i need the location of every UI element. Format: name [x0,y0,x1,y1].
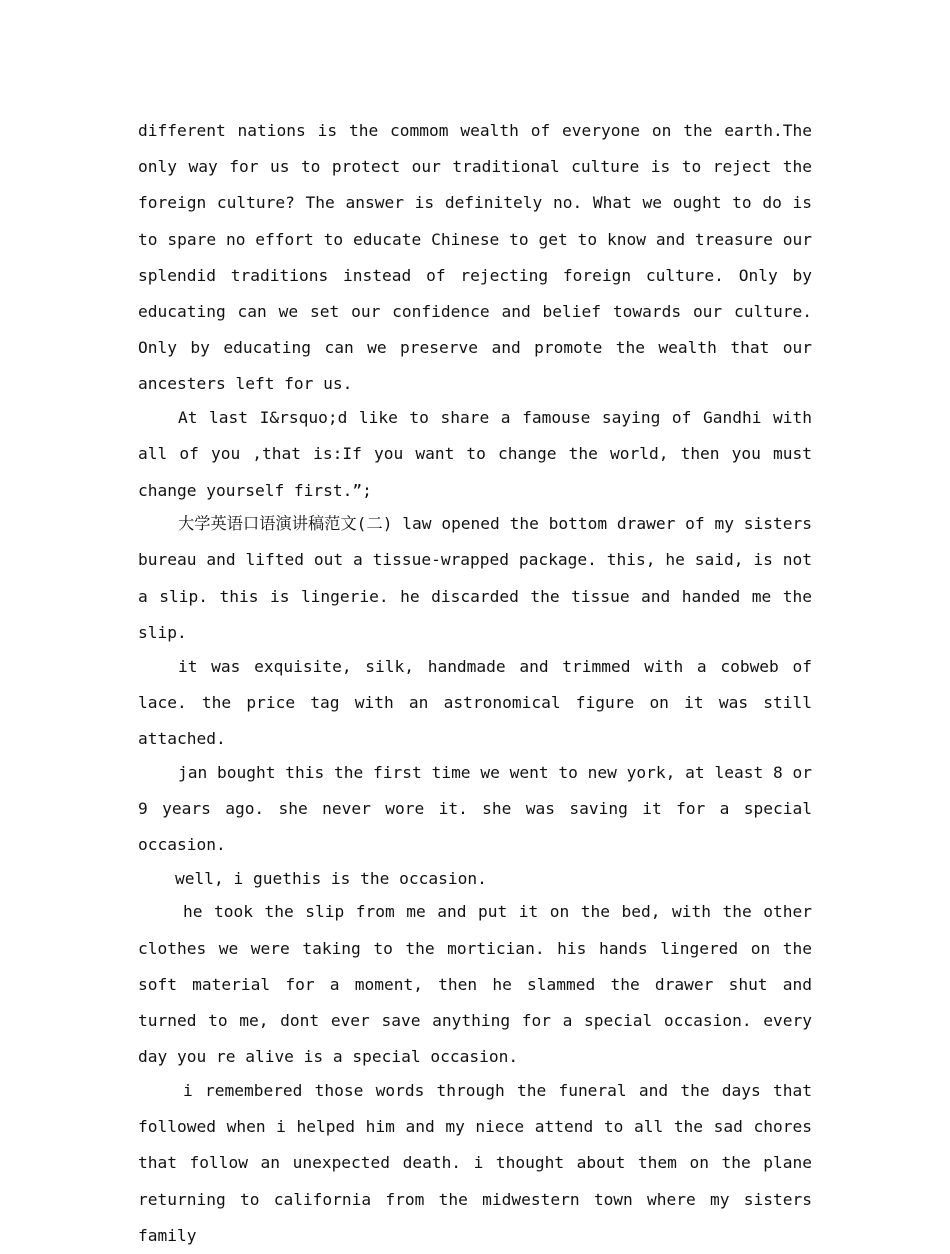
paragraph-new-york: jan bought this the first time we went to new york, at least 8 or 9 years ago. she never wore it. she was saving it for a special occasion. [138,762,812,855]
paragraph-special-occasion: he took the slip from me and put it on the bed, with the other clothes we were taking to the mortician. his hands lingered on the soft material for a moment, then he slammed the drawer shut and turned to me, dont ever save anything for a special occasion. every day you re alive is a special occasion. [138,902,812,1067]
document-body [138,113,812,1254]
paragraph-occasion: well, i guethis is the occasion. [175,868,487,888]
paragraph-slip-description: it was exquisite, silk, handmade and trimmed with a cobweb of lace. the price tag with an astronomical figure on it was still attached. [138,656,812,748]
paragraph-speech-two-opening: 大学英语口语演讲稿范文(二) law opened the bottom drawer of my sisters bureau and lifted out a tissue-wrapped package. this, he said, is not a slip. this is lingerie. he discarded the tissue and handed me the slip. [138,514,812,642]
paragraph-continuation: different nations is the commom wealth of everyone on the earth.The only way for us to protect our traditional culture is to reject the foreign culture? The answer is definitely no. What we ought to do is to spare no effort to educate Chinese to get to know and treasure our splendid traditions instead of rejecting foreign culture. Only by educating can we set our confidence and belief towards our culture. Only by educating can we preserve and promote the wealth that our ancesters left for us. [138,121,812,394]
paragraph-remembered-words: i remembered those words through the funeral and the days that followed when i helped him and my niece attend to all the sad chores that follow an unexpected death. i thought about them on the plane returning to california from the midwestern town where my sisters family [138,1080,812,1245]
paragraph-gandhi-quote: At last I&rsquo;d like to share a famouse saying of Gandhi with all of you ,that is:If you want to change the world, then you must change yourself first.”; [138,408,812,500]
